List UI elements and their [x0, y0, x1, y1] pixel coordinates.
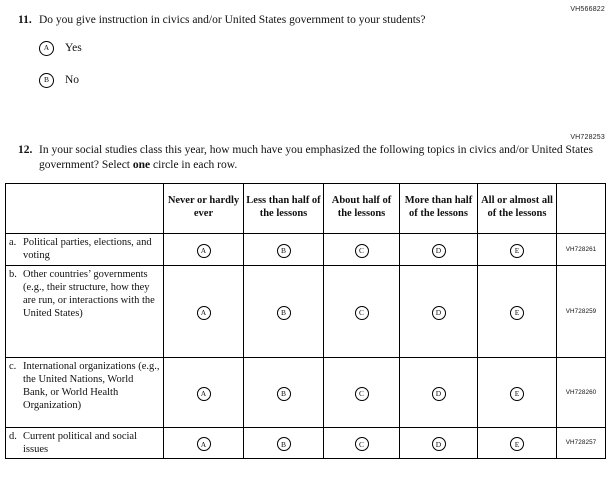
row-b-code: VH728259: [557, 265, 606, 357]
header-never: Never or hardly ever: [164, 183, 244, 233]
answer-bubble-d[interactable]: D: [432, 387, 446, 401]
q11-option-yes[interactable]: [39, 41, 601, 56]
row-a-cell-less[interactable]: [244, 233, 324, 265]
row-a-code: VH728261: [557, 233, 606, 265]
row-b-cell-all[interactable]: [478, 265, 557, 357]
row-a-label-cell: [6, 233, 164, 265]
question-12-section: [5, 134, 605, 459]
row-b-cell-never[interactable]: [164, 265, 244, 357]
question-12-text-before: In your social studies class this year, how much have you emphasized the following topics in civics and/or United States government? Select: [39, 143, 593, 172]
answer-bubble-d[interactable]: D: [432, 306, 446, 320]
row-b-text: Other countries’ governments (e.g., their structure, how they are run, or interactions with the United States): [23, 268, 155, 319]
answer-bubble-b[interactable]: B: [277, 306, 291, 320]
row-c-text: International organizations (e.g., the United Nations, World Bank, or World Health Organization): [23, 360, 160, 411]
header-more-than-half: More than half of the lessons: [400, 183, 478, 233]
q11-option-yes-label: Yes: [65, 42, 82, 55]
row-b-cell-about[interactable]: [324, 265, 400, 357]
row-b-letter: b.: [9, 268, 17, 280]
question-12-text-after: circle in each row.: [150, 159, 238, 172]
answer-bubble-c[interactable]: C: [355, 306, 369, 320]
row-d-letter: d.: [9, 430, 17, 442]
question-12: [18, 143, 601, 174]
answer-bubble-b[interactable]: B: [277, 244, 291, 258]
question-11: [18, 13, 601, 88]
header-code-cell: [557, 183, 606, 233]
row-d-cell-never[interactable]: [164, 427, 244, 458]
row-a-letter: a.: [9, 236, 17, 248]
row-d-code: VH728257: [557, 427, 606, 458]
row-a-cell-about[interactable]: [324, 233, 400, 265]
question-12-code: VH728253: [570, 133, 605, 141]
question-12-text-bold: one: [132, 159, 151, 172]
question-11-options: [39, 41, 601, 88]
answer-bubble-c[interactable]: C: [355, 244, 369, 258]
row-c-cell-about[interactable]: [324, 357, 400, 427]
answer-bubble-c[interactable]: C: [355, 437, 369, 451]
answer-bubble-d[interactable]: D: [432, 244, 446, 258]
answer-bubble-e[interactable]: E: [510, 387, 524, 401]
row-a-cell-all[interactable]: [478, 233, 557, 265]
row-a-text: Political parties, elections, and voting: [23, 236, 152, 261]
answer-bubble-e[interactable]: E: [510, 306, 524, 320]
question-12-number: 12.: [18, 143, 33, 156]
answer-bubble-b[interactable]: B: [39, 73, 54, 88]
header-empty-cell: [6, 183, 164, 233]
row-c-code: VH728260: [557, 357, 606, 427]
row-d-cell-all[interactable]: [478, 427, 557, 458]
row-c-cell-all[interactable]: [478, 357, 557, 427]
row-c-label-cell: [6, 357, 164, 427]
q12-response-table: [5, 183, 606, 459]
question-11-code: VH566822: [570, 6, 605, 13]
table-header-row: [6, 183, 606, 233]
answer-bubble-a[interactable]: A: [39, 41, 54, 56]
answer-bubble-e[interactable]: E: [510, 437, 524, 451]
q11-option-no[interactable]: [39, 73, 601, 88]
answer-bubble-a[interactable]: A: [197, 437, 211, 451]
answer-bubble-a[interactable]: A: [197, 306, 211, 320]
table-row: [6, 427, 606, 458]
table-row: [6, 265, 606, 357]
table-row: [6, 233, 606, 265]
row-b-label-cell: [6, 265, 164, 357]
row-d-cell-about[interactable]: [324, 427, 400, 458]
question-12-text: [39, 143, 601, 174]
answer-bubble-a[interactable]: A: [197, 387, 211, 401]
table-row: [6, 357, 606, 427]
row-a-cell-never[interactable]: [164, 233, 244, 265]
row-c-cell-less[interactable]: [244, 357, 324, 427]
answer-bubble-b[interactable]: B: [277, 437, 291, 451]
header-all: All or almost all of the lessons: [478, 183, 557, 233]
row-b-cell-less[interactable]: [244, 265, 324, 357]
header-less-than-half: Less than half of the lessons: [244, 183, 324, 233]
question-11-text: Do you give instruction in civics and/or United States government to your students?: [39, 14, 426, 26]
row-d-cell-more[interactable]: [400, 427, 478, 458]
row-c-cell-more[interactable]: [400, 357, 478, 427]
header-about-half: About half of the lessons: [324, 183, 400, 233]
row-d-label-cell: [6, 427, 164, 458]
answer-bubble-d[interactable]: D: [432, 437, 446, 451]
row-b-cell-more[interactable]: [400, 265, 478, 357]
answer-bubble-a[interactable]: A: [197, 244, 211, 258]
row-c-letter: c.: [9, 360, 17, 372]
q11-option-no-label: No: [65, 74, 80, 87]
answer-bubble-b[interactable]: B: [277, 387, 291, 401]
row-a-cell-more[interactable]: [400, 233, 478, 265]
answer-bubble-c[interactable]: C: [355, 387, 369, 401]
row-d-text: Current political and social issues: [23, 430, 138, 455]
row-c-cell-never[interactable]: [164, 357, 244, 427]
row-d-cell-less[interactable]: [244, 427, 324, 458]
answer-bubble-e[interactable]: E: [510, 244, 524, 258]
question-11-number: 11.: [18, 14, 32, 26]
